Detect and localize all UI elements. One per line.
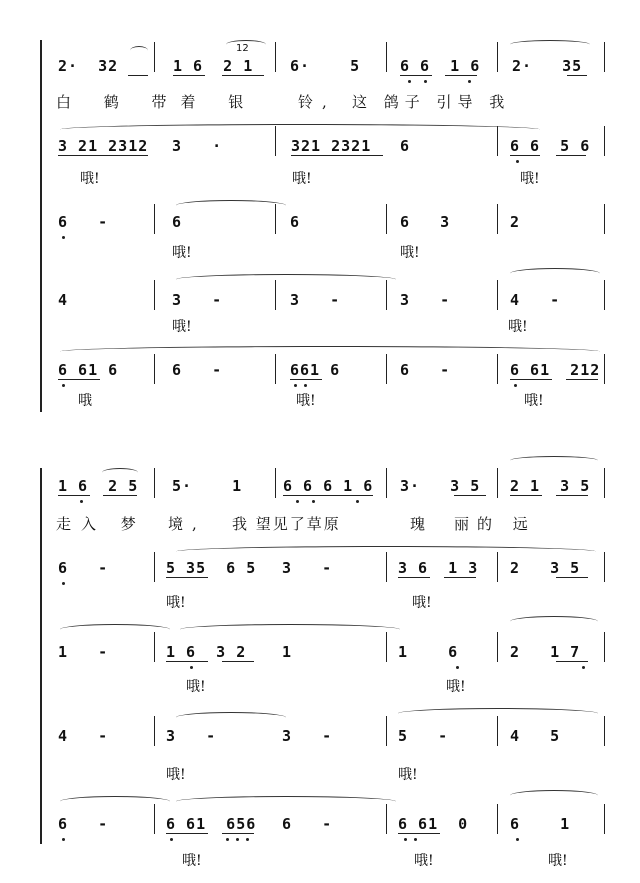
notes-measure: 3· 3 5 xyxy=(400,477,481,495)
barline xyxy=(386,716,387,746)
notes-measure: 5· 1 xyxy=(172,477,243,495)
underline xyxy=(290,379,322,380)
notes-measure: 3 · xyxy=(172,137,223,155)
notes-measure: 4 xyxy=(58,291,69,309)
notes-measure: 1 6 2 5 xyxy=(58,477,139,495)
notes-measure: 3 - xyxy=(166,727,217,745)
notes-measure: 6 xyxy=(290,213,301,231)
underline xyxy=(400,75,432,76)
lyric: 这 鸽子 引导 我 xyxy=(352,93,511,111)
octave-dot xyxy=(170,838,173,841)
octave-dot xyxy=(226,838,229,841)
barline xyxy=(497,632,498,662)
oh-syllable: 哦! xyxy=(508,319,528,335)
barline xyxy=(154,468,155,498)
octave-dot xyxy=(424,80,427,83)
octave-dot xyxy=(414,838,417,841)
octave-dot xyxy=(582,666,585,669)
tie xyxy=(398,708,598,719)
notes-measure: 6 61 6 xyxy=(58,361,119,379)
oh-syllable: 哦! xyxy=(524,393,544,409)
notes-measure: 321 2321 xyxy=(291,137,372,155)
barline xyxy=(497,42,498,72)
octave-dot xyxy=(514,384,517,387)
tie xyxy=(510,790,598,801)
oh-syllable: 哦! xyxy=(296,393,316,409)
octave-dot xyxy=(516,838,519,841)
octave-dot xyxy=(62,582,65,585)
octave-dot xyxy=(62,384,65,387)
oh-syllable: 哦! xyxy=(400,245,420,261)
barline xyxy=(275,42,276,72)
notes-measure: 1 6 xyxy=(398,643,459,661)
octave-dot xyxy=(356,500,359,503)
notes-measure: 6 - xyxy=(58,815,109,833)
octave-dot xyxy=(296,500,299,503)
underline xyxy=(556,495,588,496)
notes-measure: 2· 32 xyxy=(58,57,119,75)
lyric: 丽的 远 xyxy=(454,515,536,533)
notes-measure: 4 - xyxy=(58,727,109,745)
octave-dot xyxy=(62,838,65,841)
barline xyxy=(497,716,498,746)
underline xyxy=(166,833,208,834)
notes-measure: 6 - xyxy=(400,361,451,379)
barline xyxy=(604,632,605,662)
oh-syllable: 哦! xyxy=(172,245,192,261)
notes-measure: 6· 5 xyxy=(290,57,361,75)
notes-measure: 6 - xyxy=(58,213,109,231)
barline xyxy=(154,280,155,310)
tie xyxy=(176,274,396,285)
underline xyxy=(166,661,208,662)
octave-dot xyxy=(80,500,83,503)
notes-measure: 6 6 5 6 xyxy=(510,137,591,155)
notes-measure: 3 - xyxy=(290,291,341,309)
oh-syllable: 哦! xyxy=(446,679,466,695)
tie xyxy=(176,796,396,807)
barline xyxy=(497,280,498,310)
tie xyxy=(60,796,170,807)
octave-dot xyxy=(294,384,297,387)
barline xyxy=(154,552,155,582)
underline xyxy=(222,661,254,662)
barline xyxy=(497,468,498,498)
octave-dot xyxy=(62,236,65,239)
barline xyxy=(604,354,605,384)
underline xyxy=(556,661,588,662)
notes-measure: 6 - xyxy=(58,559,109,577)
oh-syllable: 哦! xyxy=(414,853,434,869)
octave-dot xyxy=(408,80,411,83)
notes-measure: 661 6 xyxy=(290,361,341,379)
tie xyxy=(176,546,596,557)
notes-measure: 2 1 3 5 xyxy=(510,477,591,495)
notes-measure: 3 6 1 3 xyxy=(398,559,479,577)
underline xyxy=(454,495,486,496)
barline xyxy=(386,354,387,384)
lyric: 境, xyxy=(168,515,206,533)
tie xyxy=(510,268,600,279)
notes-measure: 6 xyxy=(172,213,183,231)
grace-note: 12 xyxy=(236,43,249,54)
tie xyxy=(180,624,400,635)
underline xyxy=(566,379,598,380)
notes-measure: 3 - xyxy=(282,727,333,745)
barline xyxy=(497,804,498,834)
tie xyxy=(60,624,170,635)
lyric: 我 望见了草原 xyxy=(232,515,341,533)
oh-syllable: 哦! xyxy=(548,853,568,869)
oh-syllable: 哦! xyxy=(80,171,100,187)
barline xyxy=(154,632,155,662)
notes-measure: 6 1 xyxy=(510,815,571,833)
slur xyxy=(510,40,590,49)
underline xyxy=(283,495,373,496)
notes-measure: 5 - xyxy=(398,727,449,745)
system-bracket xyxy=(40,40,45,412)
octave-dot xyxy=(190,666,193,669)
oh-syllable: 哦! xyxy=(166,767,186,783)
octave-dot xyxy=(246,838,249,841)
notes-measure: 2 xyxy=(510,213,521,231)
notes-measure: 6 6 1 6 xyxy=(400,57,481,75)
octave-dot xyxy=(468,80,471,83)
underline xyxy=(58,495,90,496)
barline xyxy=(604,126,605,156)
notes-measure: 3 - xyxy=(172,291,223,309)
underline xyxy=(128,75,148,76)
notes-measure: 1 6 3 2 xyxy=(166,643,247,661)
tie xyxy=(60,346,600,357)
barline xyxy=(604,716,605,746)
oh-syllable: 哦! xyxy=(166,595,186,611)
oh-syllable: 哦! xyxy=(412,595,432,611)
lyric: 瑰 xyxy=(410,515,435,533)
barline xyxy=(386,204,387,234)
notes-measure: 2· 35 xyxy=(512,57,583,75)
underline xyxy=(510,379,552,380)
oh-syllable: 哦! xyxy=(292,171,312,187)
underline xyxy=(58,379,100,380)
underline xyxy=(444,577,476,578)
barline xyxy=(154,204,155,234)
notes-measure: 4 5 xyxy=(510,727,561,745)
barline xyxy=(154,804,155,834)
notes-measure: 3 - xyxy=(400,291,451,309)
underline xyxy=(166,577,208,578)
tie xyxy=(176,200,286,211)
oh-syllable: 哦! xyxy=(182,853,202,869)
underline xyxy=(173,75,205,76)
barline xyxy=(604,42,605,72)
notes-measure: 6 - xyxy=(172,361,223,379)
underline xyxy=(556,155,586,156)
lyric: 白 鹤 带着 银 xyxy=(56,93,258,111)
barline xyxy=(604,552,605,582)
octave-dot xyxy=(312,500,315,503)
barline xyxy=(604,468,605,498)
barline xyxy=(604,204,605,234)
underline xyxy=(567,75,587,76)
notes-measure: 3 21 2312 xyxy=(58,137,149,155)
tie xyxy=(510,616,598,627)
octave-dot xyxy=(404,838,407,841)
barline xyxy=(275,468,276,498)
oh-syllable: 哦! xyxy=(172,319,192,335)
slur xyxy=(130,46,148,55)
barline xyxy=(497,354,498,384)
underline xyxy=(398,577,430,578)
underline xyxy=(445,75,477,76)
slur xyxy=(510,456,598,465)
notes-measure: 6 - xyxy=(282,815,333,833)
barline xyxy=(386,42,387,72)
barline xyxy=(386,804,387,834)
slur xyxy=(226,40,266,49)
barline xyxy=(386,468,387,498)
notes-measure: 3 - xyxy=(282,559,333,577)
notes-measure: 6 61 0 xyxy=(398,815,469,833)
system-bracket xyxy=(40,468,45,844)
underline xyxy=(398,833,440,834)
barline xyxy=(497,204,498,234)
notes-measure: 6 xyxy=(400,137,411,155)
notes-measure: 5 35 6 5 xyxy=(166,559,257,577)
notes-measure: 1 6 2 1 xyxy=(173,57,254,75)
underline xyxy=(222,75,264,76)
lyric: 走入 梦 xyxy=(56,515,146,533)
octave-dot xyxy=(516,160,519,163)
underline xyxy=(222,833,254,834)
oh-syllable: 哦! xyxy=(520,171,540,187)
oh-syllable: 哦 xyxy=(78,393,92,409)
barline xyxy=(604,280,605,310)
notes-measure: 6 3 xyxy=(400,213,451,231)
underline xyxy=(510,155,540,156)
underline xyxy=(510,495,542,496)
notes-measure: 6 61 212 xyxy=(510,361,601,379)
lyric: 铃, xyxy=(298,93,336,111)
tie xyxy=(60,124,540,135)
octave-dot xyxy=(456,666,459,669)
underline xyxy=(291,155,383,156)
underline xyxy=(58,155,148,156)
barline xyxy=(154,716,155,746)
oh-syllable: 哦! xyxy=(398,767,418,783)
tie xyxy=(176,712,286,723)
barline xyxy=(275,354,276,384)
notes-measure: 1 xyxy=(282,643,293,661)
notes-measure: 2 3 5 xyxy=(510,559,581,577)
barline xyxy=(154,42,155,72)
notes-measure: 6 61 656 xyxy=(166,815,257,833)
octave-dot xyxy=(304,384,307,387)
notes-measure: 1 - xyxy=(58,643,109,661)
notes-measure: 2 1 7 xyxy=(510,643,581,661)
underline xyxy=(103,495,137,496)
underline xyxy=(556,577,588,578)
barline xyxy=(604,804,605,834)
oh-syllable: 哦! xyxy=(186,679,206,695)
barline xyxy=(386,632,387,662)
notes-measure: 6 6 6 1 6 xyxy=(283,477,374,495)
octave-dot xyxy=(236,838,239,841)
barline xyxy=(154,354,155,384)
notes-measure: 4 - xyxy=(510,291,561,309)
